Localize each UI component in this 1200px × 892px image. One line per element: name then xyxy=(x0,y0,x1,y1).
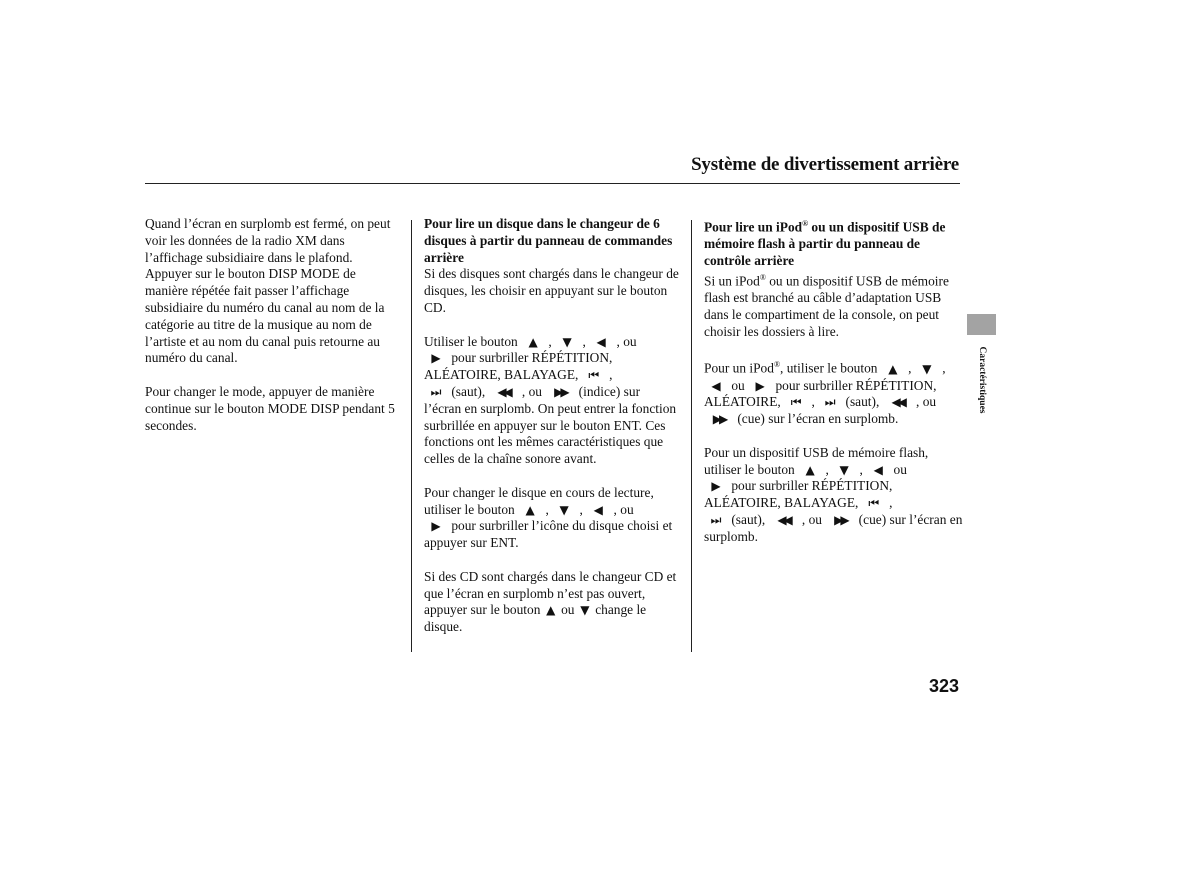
down-arrow-icon: ▼ xyxy=(839,462,849,477)
right-arrow-icon: ▶ xyxy=(711,479,721,494)
right-arrow-icon: ▶ xyxy=(755,378,765,393)
section-side-label: Caractéristiques xyxy=(977,346,987,414)
column-divider xyxy=(411,220,412,652)
paragraph: Si un iPod® ou un dispositif USB de mémoire flash est branché au câble d’adaptation USB dans le compartiment de la console, on peut choisir les dossiers à lire. xyxy=(704,272,949,339)
skip-back-icon: ⏮ xyxy=(868,496,880,511)
paragraph: Si des disques sont chargés dans le changeur de disques, les choisir en appuyant sur le bouton CD. xyxy=(424,266,683,315)
down-arrow-icon: ▼ xyxy=(922,361,932,376)
skip-forward-icon: ⏭ xyxy=(430,384,442,399)
fast-forward-icon: ▶▶ xyxy=(712,412,726,427)
up-arrow-icon: ▲ xyxy=(528,334,538,349)
left-arrow-icon: ◀ xyxy=(711,378,721,393)
skip-back-icon: ⏮ xyxy=(790,395,802,410)
down-arrow-icon: ▼ xyxy=(580,603,590,618)
title-rule xyxy=(145,183,960,184)
paragraph: Pour changer le disque en cours de lecture, utiliser le bouton ▲ , ▼ , ◀ , ou ▶ pour surbriller l’icône du disque choisi et appuyer sur ENT. xyxy=(424,484,676,551)
up-arrow-icon: ▲ xyxy=(805,462,815,477)
down-arrow-icon: ▼ xyxy=(559,502,569,517)
column-divider xyxy=(691,220,692,652)
right-arrow-icon: ▶ xyxy=(431,351,441,366)
up-arrow-icon: ▲ xyxy=(888,361,898,376)
right-arrow-icon: ▶ xyxy=(431,519,441,534)
column-1 xyxy=(145,216,400,451)
down-arrow-icon: ▼ xyxy=(562,334,572,349)
left-arrow-icon: ◀ xyxy=(593,502,603,517)
skip-forward-icon: ⏭ xyxy=(710,512,722,527)
section-heading: Pour lire un iPod® ou un dispositif USB de mémoire flash à partir du panneau de contrôle arrière xyxy=(704,219,946,269)
rewind-icon: ◀◀ xyxy=(497,384,510,399)
paragraph: Pour changer le mode, appuyer de manière continue sur le bouton MODE DISP pendant 5 secondes. xyxy=(145,383,399,433)
paragraph: Quand l’écran en surplomb est fermé, on peut voir les données de la radio XM dans l’affichage subsidiaire dans le plafond. Appuyer sur le bouton DISP MODE de manière répétée fait passer l’affichage subsidiaire du numéro du canal au nom de la catégorie au titre de la musique au nom de l’artiste et au nom du canal puis retourne au numéro du canal. xyxy=(145,216,394,366)
column-3 xyxy=(704,216,964,562)
fast-forward-icon: ▶▶ xyxy=(554,384,567,399)
rewind-icon: ◀◀ xyxy=(777,512,790,527)
left-arrow-icon: ◀ xyxy=(596,334,606,349)
section-heading: Pour lire un disque dans le changeur de 6 disques à partir du panneau de commandes arrière xyxy=(424,216,673,265)
section-tab xyxy=(967,314,996,335)
page-title: Système de divertissement arrière xyxy=(691,154,959,175)
fast-forward-icon: ▶▶ xyxy=(834,512,847,527)
left-arrow-icon: ◀ xyxy=(873,462,883,477)
paragraph: Pour un iPod®, utiliser le bouton ▲ , ▼ , ◀ ou ▶ pour surbriller RÉPÉTITION, ALÉATOIRE, ⏮ , ⏭ (saut), ◀◀ , ou ▶▶ (cue) sur l’écran en surplomb. xyxy=(704,360,946,427)
paragraph: Pour un dispositif USB de mémoire flash, utiliser le bouton ▲ , ▼ , ◀ ou ▶ pour surbriller RÉPÉTITION, ALÉATOIRE, BALAYAGE, ⏮ , ⏭ (saut), ◀◀ , ou ▶▶ (cue) sur l’écran en surplomb. xyxy=(704,444,963,544)
skip-back-icon: ⏮ xyxy=(588,368,600,383)
page-number: 323 xyxy=(928,676,959,696)
paragraph: Si des CD sont chargés dans le changeur CD et que l’écran en surplomb n’est pas ouvert, appuyer sur le bouton ▲ ou ▼ change le disque. xyxy=(424,568,680,635)
up-arrow-icon: ▲ xyxy=(546,603,556,618)
up-arrow-icon: ▲ xyxy=(525,502,535,517)
skip-forward-icon: ⏭ xyxy=(824,395,836,410)
paragraph: Utiliser le bouton ▲ , ▼ , ◀ , ou ▶ pour surbriller RÉPÉTITION, ALÉATOIRE, BALAYAGE, ⏮ , ⏭ (saut), ◀◀ , ou ▶▶ (indice) sur l’écran en surplomb. On peut entrer la fonction surbrillée en appuyer sur le bouton ENT. Ces fonctions ont les mêmes caractéristiques que celles de la chaîne sonore avant. xyxy=(424,333,680,467)
rewind-icon: ◀◀ xyxy=(891,395,904,410)
column-2 xyxy=(424,216,683,653)
